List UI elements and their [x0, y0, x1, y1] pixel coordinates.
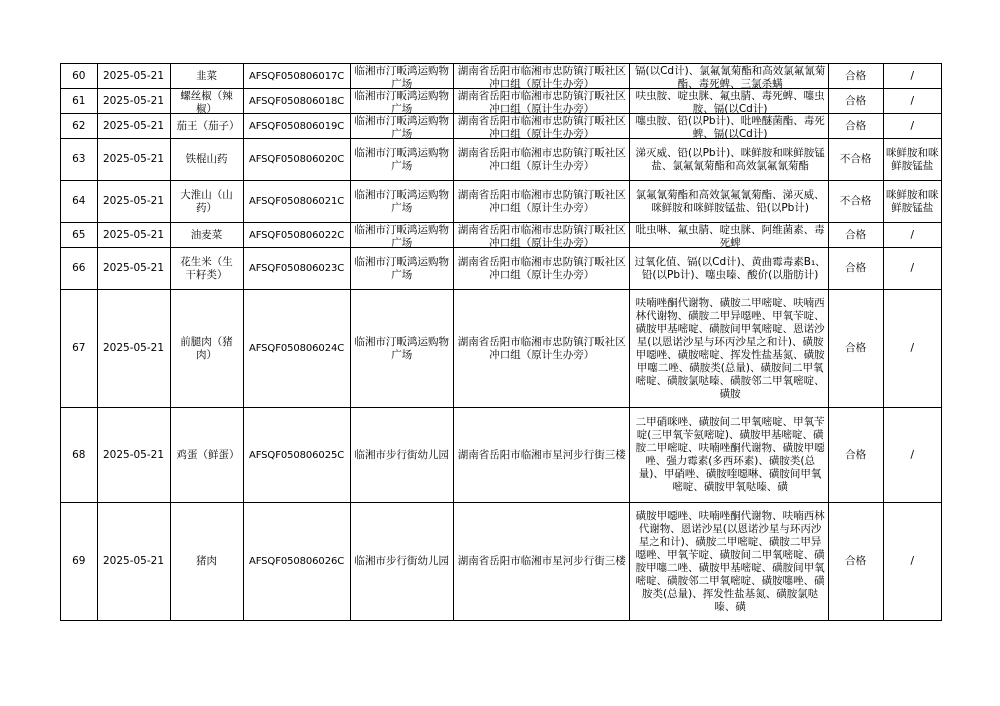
cell-sample — [170, 64, 243, 89]
cell-code — [243, 181, 350, 223]
cell-unqualified — [883, 89, 941, 114]
cell-items — [630, 290, 828, 408]
unit-text: 临湘市汀畈鸿运购物广场 — [354, 114, 450, 138]
address-text: 湖南省岳阳市临湘市忠防镇汀畈社区冲口组（原计生办旁） — [457, 114, 626, 138]
date-text: 2025-05-21 — [102, 195, 165, 207]
cell-code — [243, 139, 350, 181]
sample-text: 茄王（茄子） — [176, 119, 240, 132]
cell-unit — [350, 408, 453, 503]
cell-no — [61, 223, 98, 248]
result-text: 合格 — [845, 342, 867, 354]
unqualified-text: / — [910, 94, 915, 107]
cell-date — [97, 290, 170, 408]
items-text: 过氧化值、镉(以Cd计)、黄曲霉毒素B₁、铅(以Pb计)、噻虫嗪、酸价(以脂肪计) — [634, 255, 826, 281]
result-text: 合格 — [845, 262, 867, 274]
result-text: 不合格 — [839, 195, 872, 207]
cell-no — [61, 89, 98, 114]
code-text: AFSQF050806026C — [248, 556, 345, 567]
cell-address — [454, 139, 630, 181]
table-row — [61, 114, 942, 139]
cell-code — [243, 503, 350, 621]
unqualified-text: / — [910, 555, 915, 567]
unit-text: 临湘市汀畈鸿运购物广场 — [354, 146, 450, 172]
cell-unqualified — [883, 181, 941, 223]
date-text: 2025-05-21 — [102, 448, 165, 461]
cell-unit — [350, 248, 453, 290]
cell-no — [61, 181, 98, 223]
cell-result — [828, 181, 883, 223]
table-row — [61, 223, 942, 248]
address-text: 湖南省岳阳市临湘市星河步行街三楼 — [457, 448, 626, 461]
result-text: 合格 — [845, 448, 867, 461]
cell-address — [454, 503, 630, 621]
cell-sample — [170, 408, 243, 503]
cell-sample — [170, 89, 243, 114]
sample-text: 铁棍山药 — [185, 153, 228, 165]
unqualified-text: / — [910, 69, 915, 82]
cell-date — [97, 64, 170, 89]
unqualified-text: / — [910, 262, 915, 274]
date-text: 2025-05-21 — [102, 119, 165, 132]
cell-items — [630, 248, 828, 290]
date-text: 2025-05-21 — [102, 262, 165, 274]
cell-code — [243, 408, 350, 503]
sample-text: 油麦菜 — [190, 228, 223, 241]
cell-items — [630, 89, 828, 114]
no-text: 67 — [72, 342, 86, 354]
table-row — [61, 408, 942, 503]
cell-unqualified — [883, 64, 941, 89]
items-text: 呋虫胺、啶虫脒、氟虫腈、毒死蜱、噻虫胺、镉(以Cd计) — [635, 89, 825, 113]
cell-unit — [350, 89, 453, 114]
cell-unqualified — [883, 248, 941, 290]
no-text: 69 — [72, 555, 86, 567]
cell-code — [243, 89, 350, 114]
cell-address — [454, 64, 630, 89]
cell-unit — [350, 181, 453, 223]
cell-address — [454, 181, 630, 223]
items-text: 噻虫胺、铅(以Pb计)、吡唑醚菌酯、毒死蜱、镉(以Cd计) — [635, 114, 825, 138]
cell-address — [454, 223, 630, 248]
cell-date — [97, 503, 170, 621]
cell-no — [61, 503, 98, 621]
cell-no — [61, 139, 98, 181]
cell-sample — [170, 139, 243, 181]
unqualified-text: / — [910, 448, 915, 461]
cell-items — [630, 64, 828, 89]
no-text: 60 — [72, 69, 86, 82]
cell-unqualified — [883, 290, 941, 408]
items-text: 吡虫啉、氟虫腈、啶虫脒、阿维菌素、毒死蜱 — [635, 223, 825, 247]
inspection-results-table — [60, 63, 942, 621]
items-text: 镉(以Cd计)、氯氟氰菊酯和高效氯氟氰菊酯、毒死蜱、三氯杀螨 — [635, 64, 826, 88]
cell-address — [454, 290, 630, 408]
table-row — [61, 181, 942, 223]
date-text: 2025-05-21 — [102, 94, 165, 107]
cell-date — [97, 248, 170, 290]
table-row — [61, 64, 942, 89]
sample-text: 猪肉 — [196, 555, 217, 567]
cell-unit — [350, 139, 453, 181]
no-text: 66 — [72, 262, 86, 274]
cell-unqualified — [883, 223, 941, 248]
unqualified-text: / — [910, 342, 915, 354]
table-row — [61, 290, 942, 408]
cell-code — [243, 223, 350, 248]
date-text: 2025-05-21 — [102, 228, 165, 241]
cell-unit — [350, 114, 453, 139]
cell-no — [61, 290, 98, 408]
cell-date — [97, 181, 170, 223]
unqualified-text: 咪鲜胺和咪鲜胺锰盐 — [886, 188, 939, 214]
sample-text: 韭菜 — [196, 69, 217, 82]
cell-no — [61, 248, 98, 290]
no-text: 68 — [72, 448, 86, 461]
code-text: AFSQF050806017C — [248, 70, 345, 82]
address-text: 湖南省岳阳市临湘市忠防镇汀畈社区冲口组（原计生办旁） — [457, 146, 626, 172]
cell-date — [97, 139, 170, 181]
table-row — [61, 503, 942, 621]
cell-result — [828, 503, 883, 621]
unqualified-text: / — [910, 228, 915, 241]
no-text: 62 — [72, 119, 86, 132]
cell-result — [828, 408, 883, 503]
address-text: 湖南省岳阳市临湘市星河步行街三楼 — [457, 555, 626, 567]
code-text: AFSQF050806019C — [248, 120, 345, 132]
cell-code — [243, 64, 350, 89]
table-body — [61, 64, 942, 621]
result-text: 合格 — [845, 94, 867, 107]
unit-text: 临湘市汀畈鸿运购物广场 — [354, 255, 450, 281]
cell-date — [97, 223, 170, 248]
cell-unit — [350, 503, 453, 621]
cell-date — [97, 114, 170, 139]
result-text: 合格 — [845, 69, 867, 82]
cell-code — [243, 248, 350, 290]
cell-address — [454, 248, 630, 290]
address-text: 湖南省岳阳市临湘市忠防镇汀畈社区冲口组（原计生办旁） — [457, 64, 626, 88]
cell-items — [630, 114, 828, 139]
table-row — [61, 89, 942, 114]
unit-text: 临湘市步行街幼儿园 — [354, 555, 450, 567]
cell-unqualified — [883, 503, 941, 621]
cell-sample — [170, 290, 243, 408]
result-text: 不合格 — [839, 153, 872, 165]
cell-result — [828, 139, 883, 181]
cell-unqualified — [883, 408, 941, 503]
cell-items — [630, 139, 828, 181]
code-text: AFSQF050806024C — [248, 343, 345, 354]
cell-unqualified — [883, 139, 941, 181]
cell-result — [828, 248, 883, 290]
items-text: 氯氟氰菊酯和高效氯氟氰菊酯、涕灭威、咪鲜胺和咪鲜胺锰盐、铅(以Pb计) — [635, 188, 825, 214]
unqualified-text: 咪鲜胺和咪鲜胺锰盐 — [886, 146, 939, 172]
cell-unit — [350, 64, 453, 89]
code-text: AFSQF050806022C — [248, 229, 345, 241]
items-text: 呋喃唑酮代谢物、磺胺二甲嘧啶、呋喃西林代谢物、磺胺二甲异噁唑、甲氧苄啶、磺胺甲基嘧啶、磺胺间甲氧嘧啶、恩诺沙星(以恩诺沙星与环丙沙星之和计)、磺胺甲噁唑、磺胺嘧啶、挥发性盐基氮、磺胺甲噻二唑、磺胺类(总量)、磺胺间二甲氧嘧啶、磺胺氯哒嗪、磺胺邻二甲氧嘧啶、磺胺 — [635, 296, 825, 400]
code-text: AFSQF050806020C — [248, 154, 345, 165]
cell-sample — [170, 248, 243, 290]
table-row — [61, 248, 942, 290]
no-text: 64 — [72, 195, 86, 207]
sample-text: 鸡蛋（鲜蛋） — [176, 448, 240, 461]
no-text: 63 — [72, 153, 86, 165]
cell-sample — [170, 181, 243, 223]
address-text: 湖南省岳阳市临湘市忠防镇汀畈社区冲口组（原计生办旁） — [457, 188, 626, 214]
no-text: 65 — [72, 228, 86, 241]
cell-items — [630, 181, 828, 223]
result-text: 合格 — [845, 119, 867, 132]
cell-no — [61, 408, 98, 503]
cell-result — [828, 114, 883, 139]
date-text: 2025-05-21 — [102, 555, 165, 567]
unqualified-text: / — [910, 119, 915, 132]
cell-date — [97, 89, 170, 114]
code-text: AFSQF050806018C — [248, 95, 345, 107]
unit-text: 临湘市汀畈鸿运购物广场 — [354, 335, 450, 361]
cell-result — [828, 64, 883, 89]
items-text: 涕灭威、铅(以Pb计)、咪鲜胺和咪鲜胺锰盐、氯氟氰菊酯和高效氯氟氰菊酯 — [635, 146, 825, 172]
cell-no — [61, 64, 98, 89]
cell-no — [61, 114, 98, 139]
table-row — [61, 139, 942, 181]
address-text: 湖南省岳阳市临湘市忠防镇汀畈社区冲口组（原计生办旁） — [457, 223, 626, 247]
sample-text: 花生米（生干籽类） — [180, 255, 233, 281]
address-text: 湖南省岳阳市临湘市忠防镇汀畈社区冲口组（原计生办旁） — [457, 335, 626, 361]
sample-text: 螺丝椒（辣椒） — [180, 89, 233, 113]
cell-unit — [350, 290, 453, 408]
sample-text: 大淮山（山药） — [180, 188, 233, 214]
date-text: 2025-05-21 — [102, 342, 165, 354]
date-text: 2025-05-21 — [102, 69, 165, 82]
cell-address — [454, 408, 630, 503]
date-text: 2025-05-21 — [102, 153, 165, 165]
items-text: 磺胺甲噁唑、呋喃唑酮代谢物、呋喃西林代谢物、恩诺沙星(以恩诺沙星与环丙沙星之和计)、磺胺二甲嘧啶、磺胺二甲异噁唑、甲氧苄啶、磺胺间二甲氧嘧啶、磺胺甲噻二唑、磺胺甲基嘧啶、磺胺间甲氧嘧啶、磺胺邻二甲氧嘧啶、磺胺噻唑、磺胺类(总量)、挥发性盐基氮、磺胺氯哒嗪、磺 — [635, 509, 825, 613]
cell-unit — [350, 223, 453, 248]
cell-code — [243, 290, 350, 408]
cell-code — [243, 114, 350, 139]
cell-sample — [170, 223, 243, 248]
code-text: AFSQF050806021C — [248, 196, 345, 207]
no-text: 61 — [72, 94, 86, 107]
cell-sample — [170, 114, 243, 139]
code-text: AFSQF050806025C — [248, 449, 345, 461]
unit-text: 临湘市步行街幼儿园 — [354, 448, 450, 461]
unit-text: 临湘市汀畈鸿运购物广场 — [354, 188, 450, 214]
unit-text: 临湘市汀畈鸿运购物广场 — [354, 64, 450, 88]
cell-unqualified — [883, 114, 941, 139]
address-text: 湖南省岳阳市临湘市忠防镇汀畈社区冲口组（原计生办旁） — [457, 89, 626, 113]
result-text: 合格 — [845, 555, 867, 567]
cell-address — [454, 89, 630, 114]
unit-text: 临湘市汀畈鸿运购物广场 — [354, 89, 450, 113]
cell-sample — [170, 503, 243, 621]
items-text: 二甲硝咪唑、磺胺间二甲氧嘧啶、甲氧苄啶(三甲氧苄氨嘧啶)、磺胺甲基嘧啶、磺胺二甲嘧啶、呋喃唑酮代谢物、磺胺甲噁唑、强力霉素(多西环素)、磺胺类(总量)、甲硝唑、磺胺喹噁啉、磺胺间甲氧嘧啶、磺胺甲氧哒嗪、磺 — [635, 416, 825, 493]
code-text: AFSQF050806023C — [248, 263, 345, 274]
cell-result — [828, 89, 883, 114]
cell-date — [97, 408, 170, 503]
sample-text: 前腿肉（猪肉） — [180, 335, 233, 361]
cell-result — [828, 290, 883, 408]
cell-items — [630, 408, 828, 503]
address-text: 湖南省岳阳市临湘市忠防镇汀畈社区冲口组（原计生办旁） — [457, 255, 626, 281]
unit-text: 临湘市汀畈鸿运购物广场 — [354, 223, 450, 247]
cell-items — [630, 503, 828, 621]
result-text: 合格 — [845, 228, 867, 241]
cell-address — [454, 114, 630, 139]
cell-result — [828, 223, 883, 248]
cell-items — [630, 223, 828, 248]
